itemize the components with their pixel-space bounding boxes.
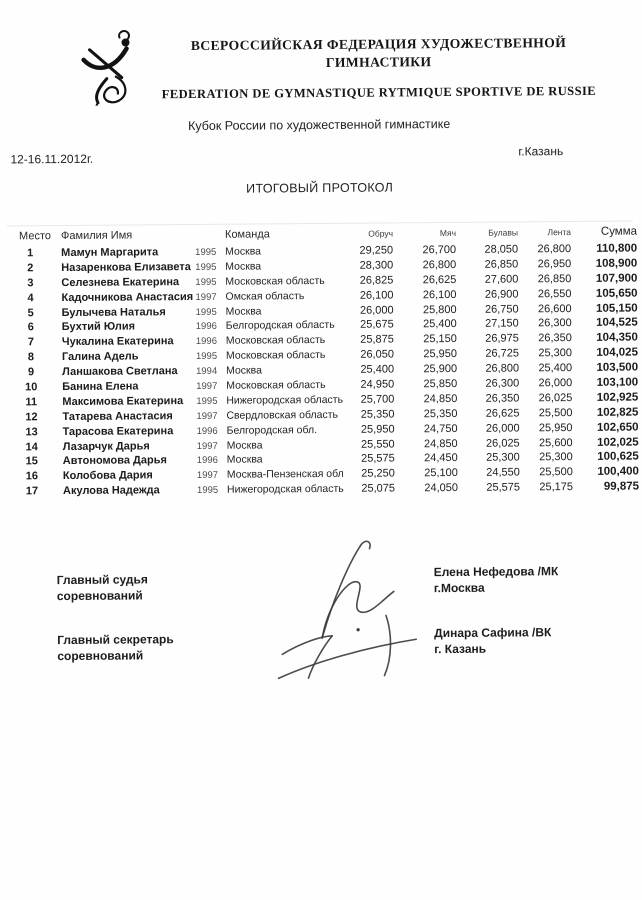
column-header-place: Место	[18, 230, 52, 243]
team-cell: Москва	[226, 364, 262, 377]
ball-cell: 26,100	[422, 288, 457, 301]
ball-cell: 24,850	[423, 437, 458, 450]
ribbon-cell: 25,175	[539, 481, 574, 494]
ribbon-cell: 26,600	[537, 302, 572, 315]
year-cell: 1994	[196, 365, 218, 378]
place-cell: 10	[25, 381, 38, 394]
name-cell: Банина Елена	[62, 380, 139, 394]
hoop-cell: 26,050	[360, 348, 395, 361]
ribbon-cell: 26,800	[537, 243, 572, 256]
hoop-cell: 25,075	[361, 482, 396, 495]
total-cell: 99,875	[603, 480, 640, 494]
name-cell: Кадочникова Анастасия	[61, 290, 194, 304]
place-cell: 4	[27, 291, 34, 304]
ball-cell: 26,625	[422, 273, 457, 286]
chief-judge-label-line2: соревнований	[56, 588, 143, 604]
ribbon-cell: 26,300	[538, 317, 572, 330]
event-dates: 12-16.11.2012г.	[10, 151, 94, 167]
chief-secretary-name	[434, 624, 551, 657]
chief-judge-name	[434, 563, 559, 596]
place-cell: 17	[25, 485, 39, 498]
team-cell: Свердловская область	[226, 408, 339, 422]
clubs-cell: 26,300	[485, 377, 520, 390]
clubs-cell: 26,975	[485, 332, 519, 346]
chief-secretary-label	[57, 631, 174, 664]
hoop-cell: 25,350	[360, 408, 395, 421]
year-cell: 1996	[196, 425, 218, 437]
total-cell: 104,350	[596, 331, 638, 345]
name-cell: Бухтий Юлия	[61, 320, 136, 334]
total-cell: 108,900	[595, 257, 638, 270]
hoop-cell: 25,950	[360, 423, 395, 436]
year-cell: 1995	[195, 276, 217, 288]
hoop-cell: 25,550	[360, 438, 395, 451]
hoop-cell: 25,250	[361, 467, 395, 481]
hoop-cell: 25,875	[360, 333, 394, 347]
name-cell: Мамун Маргарита	[61, 246, 159, 260]
name-cell: Лазарчук Дарья	[62, 439, 150, 453]
year-cell: 1995	[195, 306, 217, 318]
ball-cell: 25,950	[423, 348, 458, 361]
column-header-ribbon: Лента	[547, 227, 572, 238]
clubs-cell: 27,150	[485, 317, 519, 331]
ribbon-cell: 25,950	[538, 421, 573, 434]
hoop-cell: 25,575	[361, 452, 395, 466]
year-cell: 1995	[195, 246, 217, 258]
name-cell: Колобова Дария	[62, 469, 153, 483]
clubs-cell: 26,850	[484, 258, 519, 271]
team-cell: Московская область	[225, 274, 325, 288]
hoop-cell: 24,950	[360, 378, 395, 391]
clubs-cell: 24,550	[486, 466, 520, 480]
name-cell: Автономова Дарья	[62, 454, 167, 468]
place-cell: 1	[27, 247, 34, 260]
letterhead	[137, 34, 620, 104]
ribbon-cell: 25,600	[538, 436, 573, 449]
total-cell: 105,150	[595, 302, 638, 315]
gymnast-logo-icon	[75, 29, 136, 105]
secretary-signature-icon	[274, 611, 425, 697]
clubs-cell: 26,750	[484, 303, 519, 316]
ball-cell: 24,050	[424, 482, 459, 495]
clubs-cell: 26,000	[485, 422, 520, 435]
chief-judge-label-line1: Главный судья	[56, 572, 148, 588]
name-cell: Максимова Екатерина	[62, 394, 184, 408]
total-cell: 105,650	[595, 287, 638, 300]
clubs-cell: 28,050	[484, 243, 519, 256]
ribbon-cell: 26,350	[538, 332, 572, 345]
year-cell: 1995	[195, 351, 218, 363]
team-cell: Нижегородская область	[226, 483, 344, 496]
place-cell: 8	[27, 351, 35, 364]
ball-cell: 25,100	[424, 467, 458, 480]
team-cell: Белгородская обл.	[226, 423, 318, 437]
place-cell: 15	[25, 455, 38, 468]
hoop-cell: 25,400	[360, 363, 395, 376]
place-cell: 6	[27, 321, 34, 334]
year-cell: 1996	[195, 336, 218, 348]
chief-secretary-label-line1: Главный секретарь	[57, 632, 174, 648]
year-cell: 1997	[196, 380, 218, 392]
year-cell: 1995	[196, 485, 219, 497]
year-cell: 1996	[195, 321, 217, 333]
column-header-name: Фамилия Имя	[60, 229, 133, 243]
total-cell: 100,400	[597, 465, 639, 479]
clubs-cell: 26,350	[485, 392, 520, 405]
ribbon-cell: 25,500	[538, 406, 573, 420]
ribbon-cell: 25,300	[538, 347, 573, 360]
team-cell: Москва	[225, 260, 262, 273]
org-name-ru: ВСЕРОССИЙСКАЯ ФЕДЕРАЦИЯ ХУДОЖЕСТВЕННОЙ ГИМНАСТИКИ	[190, 35, 567, 70]
team-cell: Москва	[226, 453, 263, 467]
name-cell: Тарасова Екатерина	[62, 424, 174, 438]
place-cell: 11	[25, 396, 38, 409]
clubs-cell: 26,800	[485, 362, 520, 375]
column-header-ball: Мяч	[439, 227, 457, 239]
clubs-cell: 27,600	[484, 273, 519, 286]
ball-cell: 24,450	[424, 452, 458, 465]
place-cell: 5	[27, 306, 34, 319]
chief-secretary-label-line2: соревнований	[57, 648, 144, 664]
event-title: Кубок России по художественной гимнастике	[187, 116, 451, 134]
total-cell: 102,925	[596, 391, 639, 404]
place-cell: 7	[27, 336, 34, 349]
hoop-cell: 25,675	[360, 318, 394, 332]
year-cell: 1996	[196, 455, 218, 467]
total-cell: 102,825	[596, 406, 639, 419]
clubs-cell: 26,625	[485, 407, 520, 420]
team-cell: Нижегородская область	[226, 393, 344, 407]
place-cell: 14	[25, 440, 38, 453]
total-cell: 103,100	[596, 376, 639, 389]
team-cell: Омская область	[225, 289, 305, 303]
total-cell: 104,525	[596, 316, 638, 330]
year-cell: 1997	[195, 291, 217, 303]
total-cell: 107,900	[595, 272, 638, 285]
place-cell: 12	[25, 411, 38, 424]
ball-cell: 25,850	[423, 377, 458, 391]
chief-secretary-name-line: Динара Сафина /ВК	[434, 625, 552, 641]
place-cell: 16	[25, 470, 39, 483]
hoop-cell: 25,700	[360, 393, 395, 406]
name-cell: Назаренкова Елизавета	[61, 260, 191, 274]
clubs-cell: 26,900	[484, 288, 519, 301]
total-cell: 100,625	[597, 450, 639, 464]
ribbon-cell: 25,400	[538, 362, 573, 375]
ribbon-cell: 26,550	[537, 287, 572, 300]
total-cell: 104,025	[596, 346, 638, 360]
year-cell: 1997	[196, 410, 218, 422]
ball-cell: 25,400	[423, 318, 457, 331]
ball-cell: 25,350	[423, 407, 458, 420]
team-cell: Москва-Пензенская обл	[226, 468, 344, 482]
hoop-cell: 28,300	[359, 259, 394, 272]
chief-judge-city: г.Москва	[433, 580, 485, 596]
team-cell: Московская область	[225, 334, 326, 348]
name-cell: Татарева Анастасия	[62, 409, 173, 423]
year-cell: 1997	[196, 470, 219, 482]
total-cell: 110,800	[596, 242, 638, 255]
name-cell: Акулова Надежда	[62, 484, 160, 498]
team-cell: Московская область	[226, 378, 326, 392]
ball-cell: 25,800	[422, 303, 457, 316]
team-cell: Москва	[226, 439, 263, 452]
ball-cell: 24,850	[423, 392, 458, 406]
team-cell: Московская область	[225, 349, 326, 362]
hoop-cell: 26,000	[359, 303, 394, 317]
ball-cell: 25,900	[423, 363, 458, 376]
chief-judge-name-line: Елена Нефедова /МК	[433, 564, 559, 580]
ribbon-cell: 26,950	[537, 257, 572, 271]
ball-cell: 26,800	[422, 258, 457, 272]
ball-cell: 26,700	[422, 243, 457, 257]
column-header-total: Сумма	[600, 225, 638, 238]
place-cell: 13	[25, 425, 38, 439]
ribbon-cell: 25,300	[539, 451, 573, 464]
ribbon-cell: 26,850	[537, 272, 572, 286]
column-header-hoop: Обруч	[368, 228, 394, 239]
chief-judge-label	[57, 571, 148, 604]
column-header-team: Команда	[224, 228, 270, 241]
team-cell: Москва	[225, 245, 262, 258]
total-cell: 102,025	[597, 436, 639, 449]
place-cell: 9	[27, 366, 35, 379]
year-cell: 1995	[196, 395, 218, 407]
results-table	[13, 226, 639, 501]
place-cell: 2	[27, 262, 34, 275]
clubs-cell: 25,300	[486, 451, 520, 465]
column-header-clubs: Булавы	[488, 227, 519, 238]
name-cell: Селезнева Екатерина	[61, 275, 180, 289]
event-city: г.Казань	[518, 144, 564, 159]
name-cell: Булычева Наталья	[61, 305, 166, 319]
org-name-fr: FEDERATION DE GYMNASTIQUE RYTMIQUE SPORTIVE DE RUSSIE	[161, 83, 597, 102]
ball-cell: 25,150	[423, 333, 457, 346]
year-cell: 1995	[195, 261, 217, 273]
ribbon-cell: 25,500	[539, 466, 573, 479]
ball-cell: 24,750	[423, 422, 458, 435]
hoop-cell: 29,250	[359, 244, 394, 257]
protocol-title: ИТОГОВЫЙ ПРОТОКОЛ	[246, 180, 394, 196]
clubs-cell: 25,575	[486, 481, 521, 494]
ribbon-cell: 26,025	[538, 391, 573, 405]
hoop-cell: 26,825	[359, 274, 394, 287]
name-cell: Ланшакова Светлана	[62, 365, 178, 379]
clubs-cell: 26,725	[485, 347, 520, 360]
name-cell: Галина Адель	[61, 350, 139, 364]
chief-secretary-city: г. Казань	[434, 641, 487, 657]
place-cell: 3	[27, 277, 34, 290]
name-cell: Чукалина Екатерина	[61, 335, 174, 349]
year-cell: 1997	[196, 440, 218, 452]
clubs-cell: 26,025	[485, 437, 520, 450]
team-cell: Белгородская область	[225, 319, 335, 333]
total-cell: 102,650	[596, 421, 639, 434]
ribbon-cell: 26,000	[538, 377, 573, 390]
hoop-cell: 26,100	[359, 289, 394, 302]
team-cell: Москва	[225, 305, 262, 318]
results-table-body	[13, 243, 639, 501]
total-cell: 103,500	[596, 361, 639, 374]
